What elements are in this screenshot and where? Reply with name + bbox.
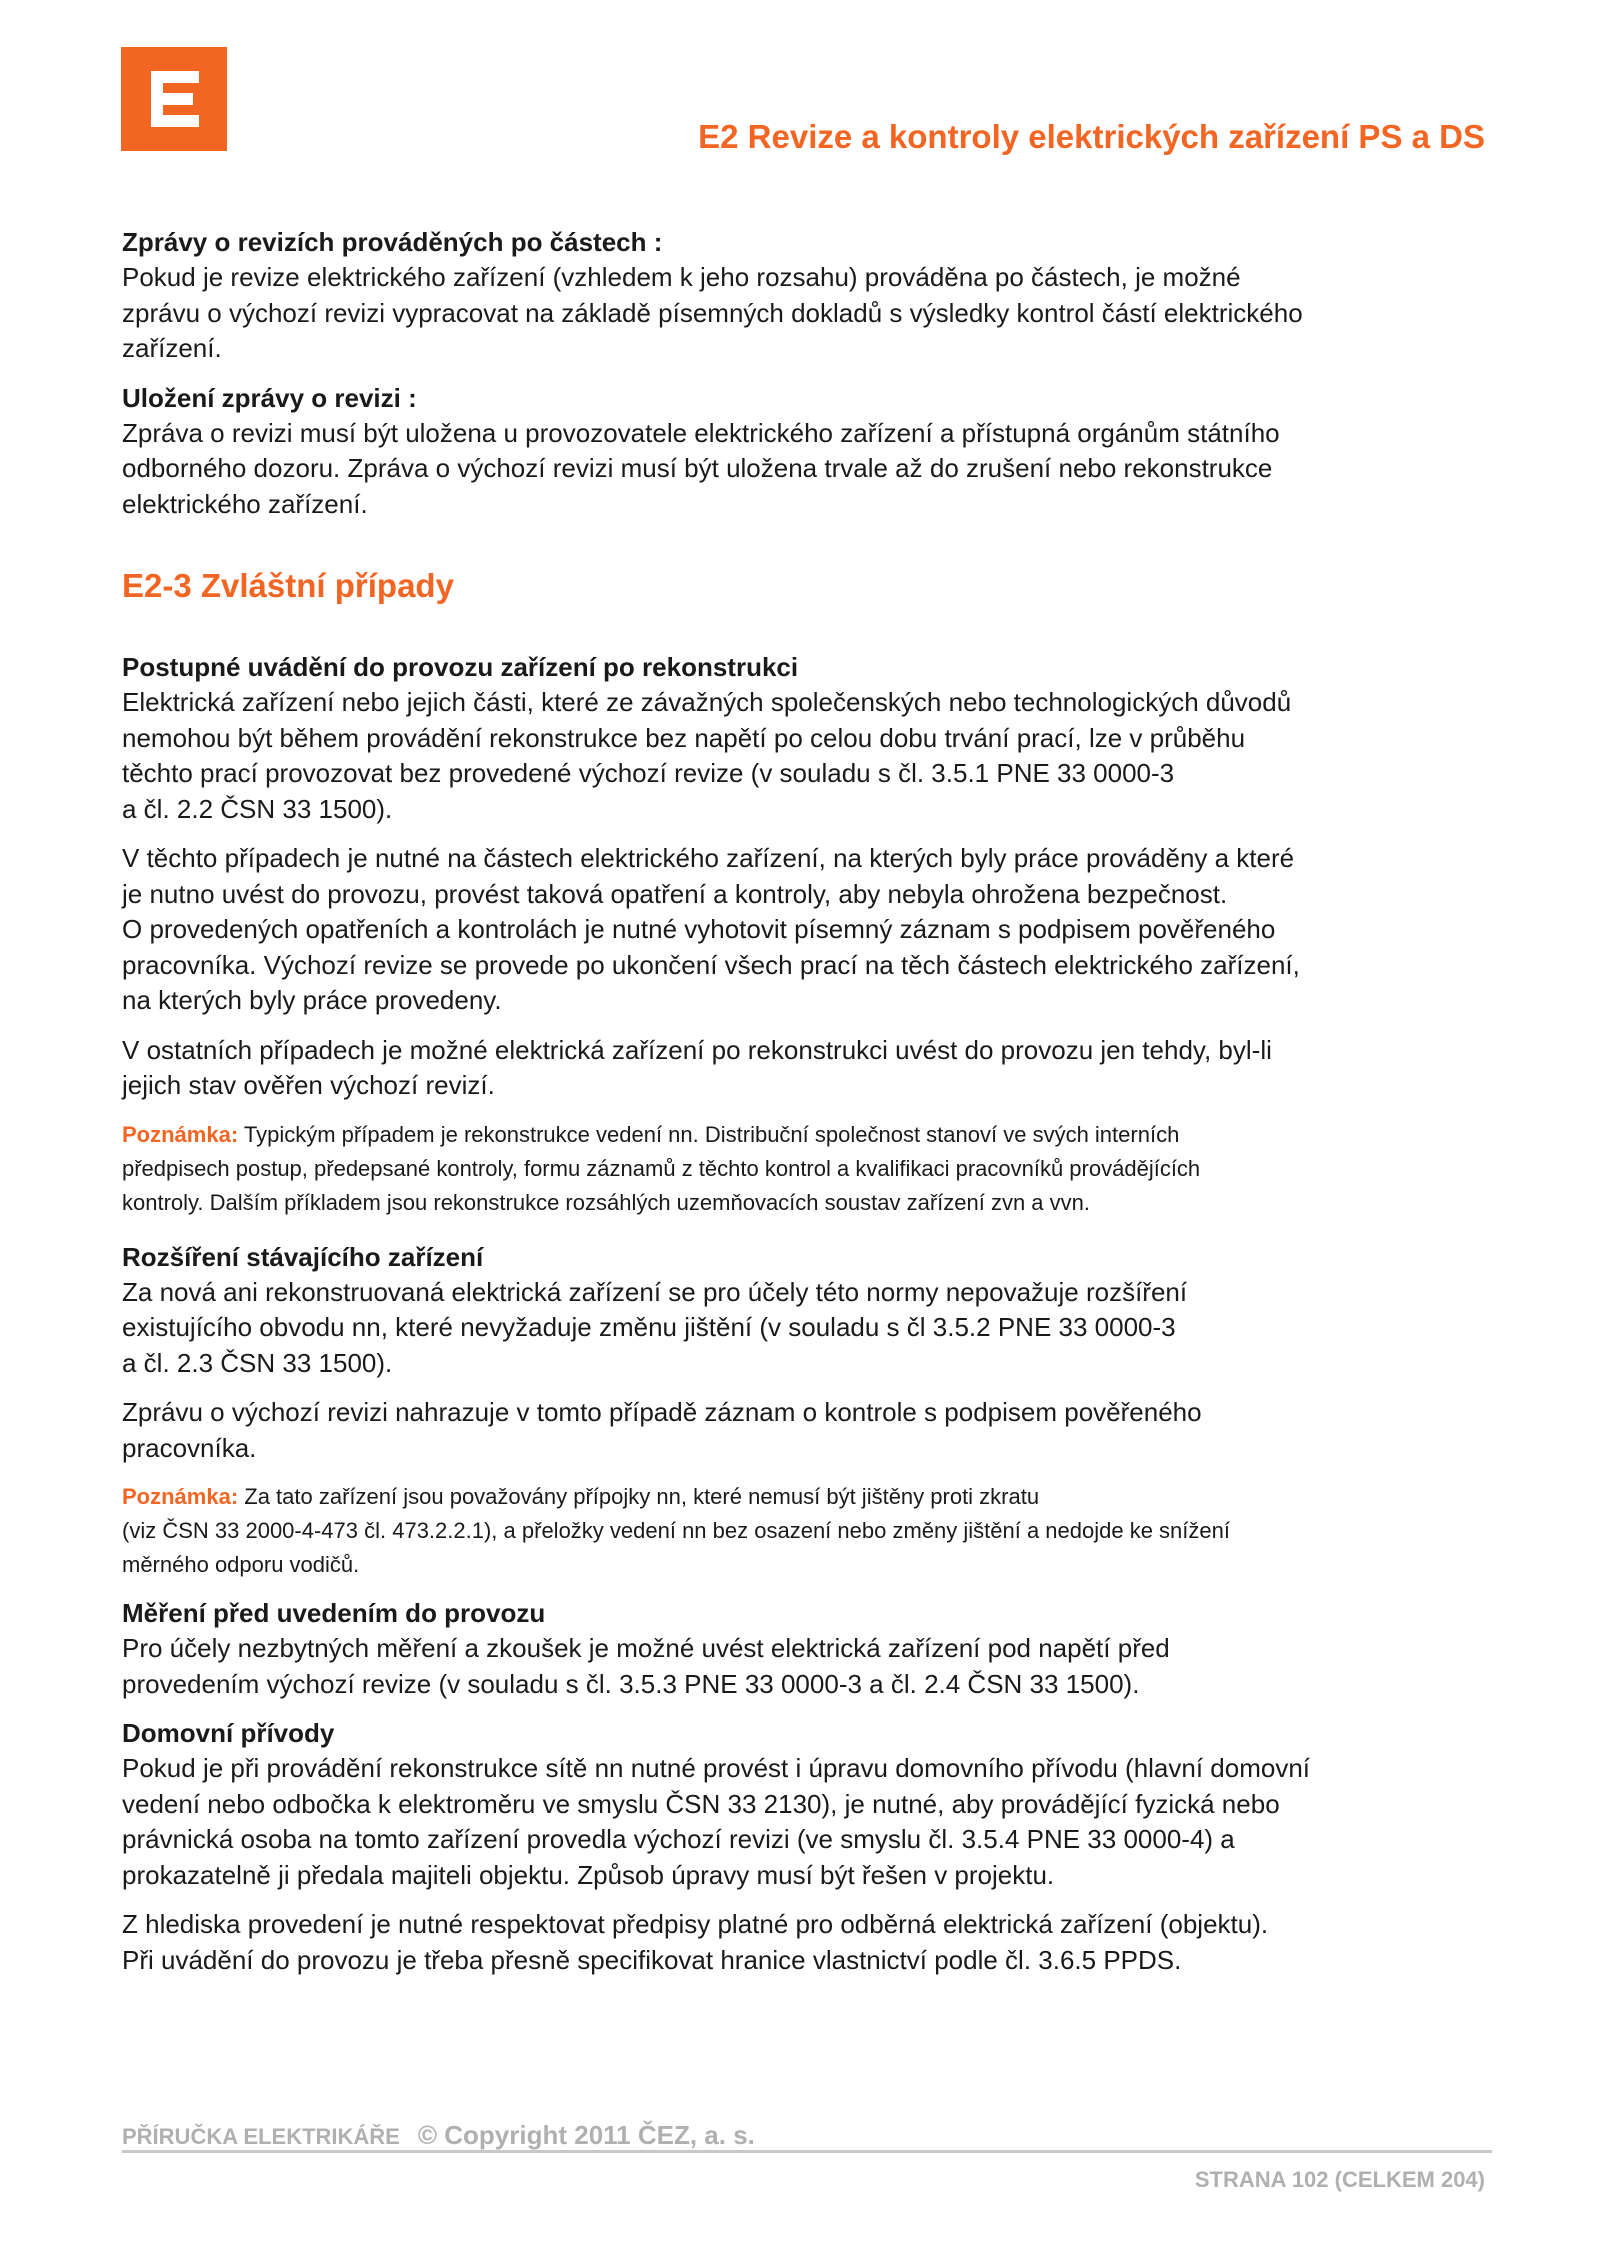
paragraph-line: Za nová ani rekonstruovaná elektrická zařízení se pro účely této normy nepovažuje rozšíření (122, 1276, 1188, 1307)
paragraph-line: Zprávu o výchozí revizi nahrazuje v tomto případě záznam o kontrole s podpisem pověřeného (122, 1397, 1202, 1427)
paragraph-line: V ostatních případech je možné elektrická zařízení po rekonstrukci uvést do provozu jen tehdy, byl-li (122, 1034, 1272, 1065)
footer-copyright: © Copyright 2011 ČEZ, a. s. (417, 2120, 755, 2150)
paragraph-line: pracovníka. Výchozí revize se provede po ukončení všech prací na těch částech elektrického zařízení, (122, 949, 1300, 980)
footer-publication (122, 2120, 755, 2151)
paragraph-line: těchto prací provozovat bez provedené výchozí revize (v souladu s čl. 3.5.1 PNE 33 0000-3 (122, 758, 1175, 788)
note-line: měrného odporu vodičů. (122, 1552, 360, 1577)
paragraph-line: je nutno uvést do provozu, provést taková opatření a kontroly, aby nebyla ohrožena bezpečnost. (122, 878, 1228, 909)
heading-partial-revisions: Zprávy o revizích prováděných po částech : (122, 227, 663, 257)
paragraph-line: na kterých byly práce provedeny. (122, 985, 502, 1015)
paragraph-line: jejich stav ověřen výchozí revizí. (122, 1070, 495, 1100)
paragraph-line: existujícího obvodu nn, které nevyžaduje změnu jištění (v souladu s čl 3.5.2 PNE 33 0000-3 (122, 1312, 1176, 1342)
note-text: Typickým případem je rekonstrukce vedení nn. Distribuční společnost stanoví ve svých interních (238, 1121, 1180, 1147)
paragraph-line: V těchto případech je nutné na částech elektrického zařízení, na kterých byly práce prováděny a které (122, 843, 1295, 873)
note-label: Poznámka: (122, 1484, 239, 1509)
footer-title: PŘÍRUČKA ELEKTRIKÁŘE (122, 2124, 400, 2149)
paragraph-line: pracovníka. (122, 1432, 257, 1463)
note-label: Poznámka: (122, 1121, 239, 1147)
note-line: předpisech postup, předepsané kontroly, formu záznamů z těchto kontrol a kvalifikaci pracovníků provádějících (122, 1155, 1201, 1181)
paragraph-line: prokazatelně ji předala majiteli objektu. Způsob úpravy musí být řešen v projektu. (122, 1859, 1055, 1890)
heading-measurement: Měření před uvedením do provozu (122, 1598, 546, 1628)
footer-divider (122, 2150, 1492, 2153)
paragraph-line: elektrického zařízení. (122, 488, 368, 519)
paragraph-line: Při uvádění do provozu je třeba přesně specifikovat hranice vlastnictví podle čl. 3.6.5 PPDS. (122, 1944, 1182, 1975)
paragraph-line: zprávu o výchozí revizi vypracovat na základě písemných dokladů s výsledky kontrol částí elektrického (122, 297, 1303, 328)
paragraph-line: nemohou být během provádění rekonstrukce bez napětí po celou dobu trvání prací, lze v průběhu (122, 722, 1246, 753)
paragraph-line: provedením výchozí revize (v souladu s čl. 3.5.3 PNE 33 0000-3 a čl. 2.4 ČSN 33 1500). (122, 1668, 1140, 1699)
page-header-title: E2 Revize a kontroly elektrických zařízení PS a DS (698, 118, 1485, 155)
heading-report-storage: Uložení zprávy o revizi : (122, 382, 417, 413)
paragraph-line: právnická osoba na tomto zařízení provedla výchozí revizi (ve smyslu čl. 3.5.4 PNE 33 0000-4) a (122, 1824, 1235, 1854)
paragraph-line: a čl. 2.3 ČSN 33 1500). (122, 1347, 393, 1378)
page-number: STRANA 102 (CELKEM 204) (1194, 2167, 1485, 2192)
paragraph-line: odborného dozoru. Zpráva o výchozí revizi musí být uložena trvale až do zrušení nebo rekonstrukce (122, 453, 1273, 483)
paragraph-line: Zpráva o revizi musí být uložena u provozovatele elektrického zařízení a přístupná orgánům státního (122, 417, 1280, 448)
note-text: Za tato zařízení jsou považovány přípojky nn, které nemusí být jištěny proti zkratu (238, 1484, 1040, 1509)
document-body (122, 225, 1492, 1978)
heading-gradual-commissioning: Postupné uvádění do provozu zařízení po rekonstrukci (122, 652, 799, 682)
paragraph-line: a čl. 2.2 ČSN 33 1500). (122, 793, 393, 824)
heading-house-connections: Domovní přívody (122, 1718, 335, 1748)
paragraph-line: Pokud je revize elektrického zařízení (vzhledem k jeho rozsahu) prováděna po částech, je možné (122, 262, 1241, 292)
paragraph-line: Z hlediska provedení je nutné respektovat předpisy platné pro odběrná elektrická zařízení (objektu). (122, 1909, 1269, 1939)
paragraph-line: Pokud je při provádění rekonstrukce sítě nn nutné provést i úpravu domovního přívodu (hlavní domovní (122, 1753, 1311, 1783)
heading-extension: Rozšíření stávajícího zařízení (122, 1241, 484, 1272)
paragraph-line: zařízení. (122, 333, 222, 363)
note (122, 1480, 1492, 1514)
heading-special-cases: E2-3 Zvláštní případy (122, 567, 454, 604)
paragraph-line: Pro účely nezbytných měření a zkoušek je možné uvést elektrická zařízení pod napětí před (122, 1633, 1170, 1663)
cez-logo-icon (121, 47, 227, 151)
paragraph-line: O provedených opatřeních a kontrolách je nutné vyhotovit písemný záznam s podpisem pověřeného (122, 914, 1276, 944)
note (122, 1118, 1492, 1152)
note-line: (viz ČSN 33 2000-4-473 čl. 473.2.2.1), a přeložky vedení nn bez osazení nebo změny jištění a nedojde ke snížení (122, 1518, 1230, 1543)
paragraph-line: Elektrická zařízení nebo jejich části, které ze závažných společenských nebo technologických důvodů (122, 687, 1292, 717)
note-line: kontroly. Dalším příkladem jsou rekonstrukce rozsáhlých uzemňovacích soustav zařízení zvn a vvn. (122, 1189, 1090, 1215)
paragraph-line: vedení nebo odbočka k elektroměru ve smyslu ČSN 33 2130), je nutné, aby provádějící fyzická nebo (122, 1788, 1280, 1819)
